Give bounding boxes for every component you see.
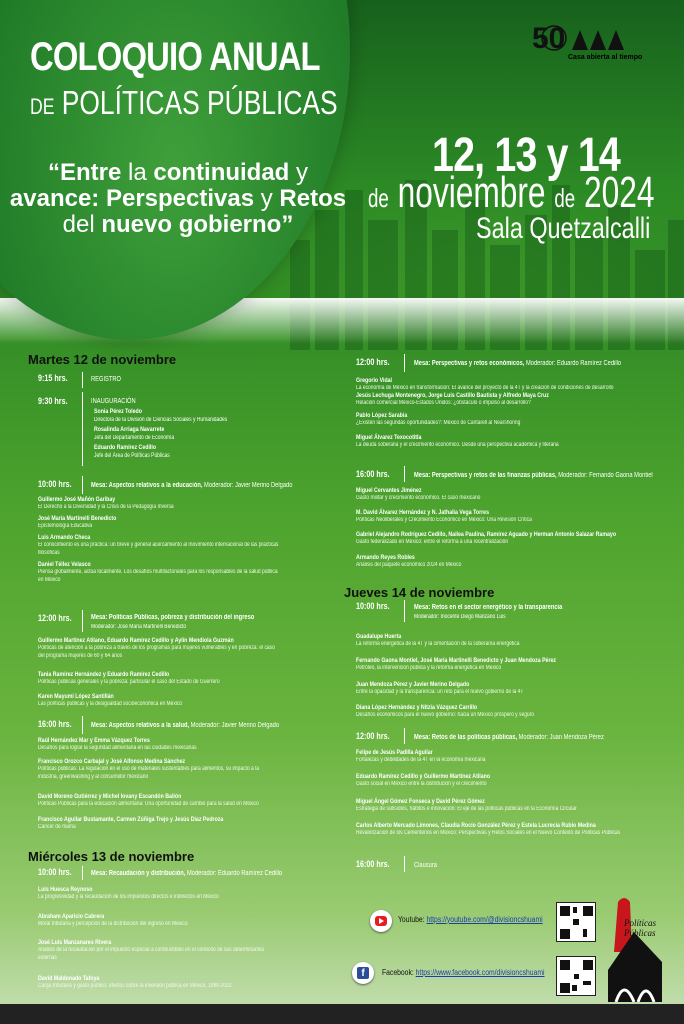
facebook-label: Facebook: [382,968,414,977]
talk-title: Entre la opacidad y la transparencia: un reto para el nuevo gobierno de la 4T [356,689,524,695]
session-time: 16:00 hrs. [38,719,72,729]
event-theme-quote [8,160,348,238]
talk-title: Relación comercial México-Estados Unidos: ¿obstáculo o impulso al desarrollo? [356,400,531,406]
session-moderator: Moderador: Javier Merino Delgado [204,482,293,489]
speaker-name: José Luis Manzanares Rivera [38,939,112,946]
speaker-name: David Moreno Gutiérrez y Michel Iovany Escandón Bailón [38,793,182,800]
speaker-name: Rosalinda Arriaga Navarrete [94,426,165,433]
speaker-name: José María Martinelli Benedicto [38,515,117,522]
speaker-name: Diana López Hernández y Nitzia Vázquez Carrillo [356,704,478,711]
divider [82,866,83,880]
quote-part: y [260,185,280,212]
event-subtitle [30,84,338,122]
day-heading-wednesday: Miércoles 13 de noviembre [28,849,195,864]
talk-title-cont: en México [38,577,61,583]
speaker-name: Carlos Alberto Mercado Limones, Claudia Rocío González Pérez y Estela Lucrecia Rubio Medina [356,822,596,829]
session-time: 12:00 hrs. [356,731,390,741]
event-dates: 12, 13 y 14 [432,129,620,182]
session-time: 12:00 hrs. [38,613,72,623]
session-title-text: Mesa: Perspectivas y retos económicos, [414,360,525,367]
speaker-name: Miguel Álvarez Texocotitla [356,434,422,441]
quote-part: y [296,159,309,186]
speaker-name: Tania Ramírez Hernández y Eduardo Ramírez Cedillo [38,671,170,678]
talk-title: ¿Existen las segundas oportunidades?: México de Cantarell al Nearshoring [356,420,521,426]
talk-title: La deuda soberana y el crecimiento económico. Desde una perspectiva académica y literaria [356,442,559,448]
session-title [91,482,292,490]
session-label: Clausura [414,862,437,869]
speaker-name: Francisco Aguilar Bustamante, Carmen Zúñiga Trejo y Jesús Díaz Pedroza [38,816,224,823]
session-title [414,360,621,368]
speaker-role: Jefe del Área de Políticas Públicas [94,453,170,459]
session-time: 12:00 hrs. [356,357,390,367]
divider [82,392,83,466]
talk-title: Análisis del paquete económico 2024 en México [356,562,462,568]
month-name: noviembre [397,168,546,217]
session-title [414,734,604,742]
talk-title: Moral tributaria y percepción de la distribución del ingreso en México [38,921,188,927]
event-title: COLOQUIO ANUAL [30,35,320,79]
youtube-link[interactable] [398,915,543,924]
divider [404,354,405,372]
divider [404,856,405,872]
talk-title-cont: externas [38,955,57,961]
divider [404,600,405,622]
divider [82,372,83,388]
session-title-text: Mesa: Perspectivas y retos de las finanzas públicas, [414,472,557,479]
talk-title: Piensa globalmente, actúa localmente. Los desafíos multifactoriales para los responsables de la salud pública [38,569,278,575]
talk-title-cont: del programa mujeres de 60 y 64 años [38,653,123,659]
speaker-name: Eduardo Ramírez Cedillo y Guillermo Martínez Atilano [356,773,491,780]
quote-part: nuevo gobierno” [101,211,294,238]
talk-title: Gasto social en México entre la distribución y el crecimiento [356,781,487,787]
event-venue: Sala Quetzalcalli [476,212,651,245]
speaker-name: Juan Mendoza Pérez y Javier Merino Delgado [356,681,470,688]
wednesday-morning-schedule [38,866,338,1006]
talk-title-cont: filosóficas [38,550,60,556]
talk-title: Políticas Neoliberales y Crecimiento Económico en México: Una Revisión Crítica [356,517,532,523]
speaker-name: M. David Álvarez Hernández y N. Jathalia Vega Torres [356,509,490,516]
month-suffix: de [554,183,576,213]
event-year: 2024 [583,168,655,217]
speaker-name: David Maldonado Tafoya [38,975,100,982]
talk-title: El conocimiento es una práctica: un breve y general acercamiento al movimiento internacional de las prácticas [38,542,279,548]
talk-title: Gasto federalizado en México: entre el reforma a una recentralización [356,539,509,545]
session-title [414,472,653,480]
speaker-role: Directora de la División de Ciencias Sociales y Humanidades [94,417,228,423]
session-moderator: Moderador: José María Martinelli Benedicto [91,624,187,630]
session-title-text: Mesa: Políticas Públicas, pobreza y distribución del ingreso [91,614,255,621]
session-title-text: Mesa: Retos de las políticas públicas, [414,734,518,741]
session-time: 10:00 hrs. [38,479,72,489]
speaker-name: Miguel Ángel Gómez Fonseca y David Pérez Gómez [356,798,485,805]
session-time: 16:00 hrs. [356,469,390,479]
tuesday-schedule [38,370,338,840]
thursday-schedule [356,600,676,880]
quote-part: la [128,159,154,186]
session-moderator: Moderador: Juan Mendoza Pérez [518,734,604,741]
talk-title: Políticas públicas generales y la pobreza: particular el caso del Estado de Guerrero [38,679,220,685]
talk-title: La economía de México en transformación: El avance del proyecto de la 4T y la creación de condiciones de desarrollo [356,385,614,391]
speaker-name: Sonia Pérez Toledo [94,408,142,415]
session-title-text: Mesa: Recaudación y distribución, [91,870,186,877]
speaker-name: Abraham Aparicio Cabrera [38,913,105,920]
youtube-icon[interactable] [370,910,392,932]
event-subtitle-de: DE [30,94,55,119]
talk-title: Desafíos económicos para el nuevo gobierno: hacia un México próspero y seguro [356,712,535,718]
facebook-icon[interactable]: f [352,962,374,984]
quote-part: “Entre [47,159,128,186]
session-time: 9:30 hrs. [38,396,68,406]
session-title-text: Mesa: Retos en el sector energético y la transparencia [414,604,563,611]
speaker-name: Armando Reyes Robles [356,554,415,561]
talk-title: Las políticas públicas y la desigualdad socioeconómica en México [38,701,183,707]
session-title [414,604,562,612]
divider [82,716,83,734]
youtube-url[interactable]: https://youtube.com/@divisioncshuami [426,915,543,924]
pp-logo-text-2: Públicas [624,928,656,938]
session-time: 16:00 hrs. [356,859,390,869]
speaker-name: Raúl Hernández Mar y Emma Vázquez Torres [38,737,150,744]
quote-part: del [62,211,102,238]
talk-title: Petróleo, la intervención pública y la reforma energética en México [356,665,502,671]
session-time: 9:15 hrs. [38,373,68,383]
session-moderator: Moderador: Fernando Gaona Montiel [558,472,653,479]
talk-title: Análisis de la recaudación por el impuesto especial a combustibles en el contexto de sus determinantes [38,947,265,953]
session-time: 10:00 hrs. [356,601,390,611]
divider [82,610,83,632]
session-label: REGISTRO [91,376,121,383]
event-subtitle-main: POLÍTICAS PÚBLICAS [61,84,338,121]
event-month [368,168,654,218]
talk-title: Fortalezas y debilidades de la 4T en la economía mexicana [356,757,486,763]
speaker-name: Daniel Téllez Velasco [38,561,91,568]
quote-part: continuidad [153,159,297,186]
facebook-link[interactable] [382,968,545,977]
youtube-label: Youtube: [398,915,425,924]
talk-title: Gasto militar y crecimiento económico. El caso mexicano [356,495,481,501]
speaker-name: Miguel Cervantes Jiménez [356,487,422,494]
speaker-name: Guillermo José Mañón Garibay [38,496,116,503]
uam-logo-caption: Casa abierta al tiempo [568,54,643,61]
facebook-qr-code[interactable] [556,956,596,996]
session-moderator: Moderador: Inocente Diego Manzano Luis [414,614,506,620]
speaker-name: Pablo López Sarabia [356,412,408,419]
talk-title: Cáncer de mama [38,824,76,830]
speaker-name: Karen Mayumi López Santillán [38,693,114,700]
session-title [91,722,279,730]
talk-title: Carga tributaria y gasto público: efectos sobre la inversión pública en México, 1990-2022 [38,983,232,989]
day-heading-thursday: Jueves 14 de noviembre [344,585,495,600]
speaker-name: Guillermo Martínez Atilano, Eduardo Ramírez Cedillo y Aylín Mendiola Guzmán [38,637,234,644]
talk-title: La progresividad y la recaudación de los impuestos directos e indirectos en México [38,894,219,900]
speaker-name: Gabriel Alejandro Rodríguez Cedillo, Nailea Paulina, Ramírez Aguado y Herman Antonio Salazar Ramayo [356,531,617,538]
divider [82,476,83,494]
speaker-name: Francisco Orozco Carbajal y José Alfonso Medina Sánchez [38,758,186,765]
session-title [91,870,282,878]
youtube-qr-code[interactable] [556,902,596,942]
svg-text:50: 50 [532,22,566,55]
divider [404,466,405,482]
speaker-name: Luis Armando Checa [38,534,91,541]
session-moderator: Moderador: Javier Merino Delgado [190,722,280,729]
quote-part: avance: Perspectivas [9,185,261,212]
session-title-text: Mesa: Aspectos relativos a la educación, [91,482,203,489]
speaker-name: Luis Huesca Reynoso [38,886,93,893]
day-heading-tuesday: Martes 12 de noviembre [28,352,177,367]
speaker-role: Jefa del Departamento de Economía [94,435,175,441]
bottom-bar [0,1004,684,1024]
politicas-publicas-logo [604,892,664,1002]
session-title-text: Mesa: Aspectos relativos a la salud, [91,722,190,729]
speaker-name: Gregorio Vidal [356,377,393,384]
talk-title: Epistemología Educativa [38,523,93,529]
talk-title: Políticas Públicas para la educación alimentaria: Una oportunidad de cambio para la salud en México [38,801,259,807]
speaker-name: Felipe de Jesús Padilla Aguilar [356,749,433,756]
talk-title: Políticas públicas: La regulación en el uso de materiales sustentables para alimentos, su impacto a la [38,766,259,772]
talk-title: El Derecho a la Diversidad y la Crisis de la Pedagogía Inversa [38,504,174,510]
speaker-name: Jesús Lechuga Montenegro, Jorge Luis Castillo Bautista y Alfredo Maya Cruz [356,392,549,399]
session-label: INAUGURACIÓN [91,398,136,405]
talk-title: Revalorización de los Cementerios en México: Perspectivas y Retos Sociales en el Nuevo Contexto de Políticas Públicas [356,830,621,836]
pp-logo-text-1: Políticas [624,918,656,928]
session-moderator: Moderador: Eduardo Ramírez Cedillo [525,360,622,367]
speaker-name: Guadalupe Huerta [356,633,402,640]
speaker-name: Eduardo Ramírez Cedillo [94,444,157,451]
talk-title: Políticas de atención a la pobreza a través de los programas para mujeres vulnerables y en pobreza: el caso [38,645,275,651]
session-time: 10:00 hrs. [38,867,72,877]
session-title [91,614,254,622]
divider [404,728,405,744]
talk-title: Desafíos para lograr la seguridad alimentaria en las ciudades mexicanas [38,745,197,751]
speaker-name: Fernando Gaona Montiel, José María Martinelli Benedicto y Juan Mendoza Pérez [356,657,557,664]
talk-title: Estrategia de subsidios, hábitos e innovación: El eje de las políticas públicas en la Economía Circular [356,806,577,812]
quote-part: Retos [279,185,347,212]
talk-title: La reforma energética de la 4T y la cimentación de la soberanía energética [356,641,520,647]
facebook-url[interactable]: https://www.facebook.com/divisioncshuami [415,968,545,977]
session-moderator: Moderador: Eduardo Ramírez Cedillo [187,870,283,877]
month-prefix: de [368,183,389,213]
talk-title-cont: industria, greenwashing y al consumidor mexicano [38,774,149,780]
